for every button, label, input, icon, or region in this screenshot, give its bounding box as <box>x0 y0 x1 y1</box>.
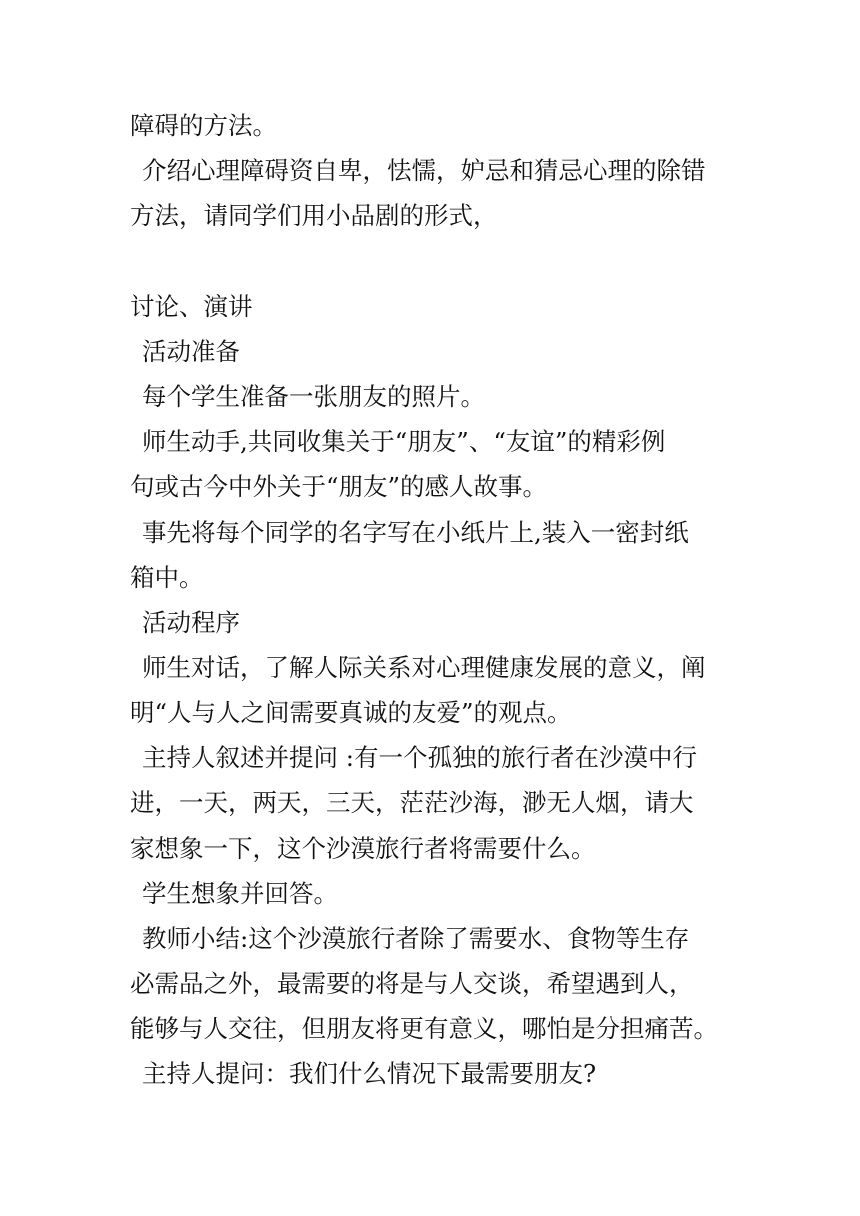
text-line: 师生对话，了解人际关系对心理健康发展的意义，阐 <box>142 653 706 682</box>
text-line: 每个学生准备一张朋友的照片。 <box>142 382 485 411</box>
text-line: 师生动手,共同收集关于“朋友”、“友谊”的精彩例 <box>142 427 666 456</box>
text-line: 活动准备 <box>142 337 240 366</box>
text-line: 家想象一下，这个沙漠旅行者将需要什么。 <box>130 834 596 863</box>
text-line: 主持人叙述并提问 :有一个孤独的旅行者在沙漠中行 <box>142 743 698 772</box>
text-line: 进，一天，两天，三天，茫茫沙海，渺无人烟，请大 <box>130 788 694 817</box>
text-line: 必需品之外，最需要的将是与人交谈，希望遇到人， <box>130 969 694 998</box>
text-line: 能够与人交往，但朋友将更有意义，哪怕是分担痛苦。 <box>130 1014 718 1043</box>
text-line: 教师小结:这个沙漠旅行者除了需要水、食物等生存 <box>142 924 690 953</box>
text-line: 方法，请同学们用小品剧的形式， <box>130 201 498 230</box>
text-line: 学生想象并回答。 <box>142 879 338 908</box>
text-line: 活动程序 <box>142 608 240 637</box>
text-line: 明“人与人之间需要真诚的友爱”的观点。 <box>130 698 572 727</box>
text-line: 句或古今中外关于“朋友”的感人故事。 <box>130 472 548 501</box>
text-line: 主持人提问：我们什么情况下最需要朋友? <box>142 1059 597 1088</box>
text-line: 事先将每个同学的名字写在小纸片上,装入一密封纸 <box>142 518 689 547</box>
text-line: 讨论、演讲 <box>130 292 253 321</box>
text-line: 介绍心理障碍资自卑，怯懦，妒忌和猜忌心理的除错 <box>142 156 706 185</box>
text-line: 箱中。 <box>130 563 204 592</box>
text-line: 障碍的方法。 <box>130 111 277 140</box>
